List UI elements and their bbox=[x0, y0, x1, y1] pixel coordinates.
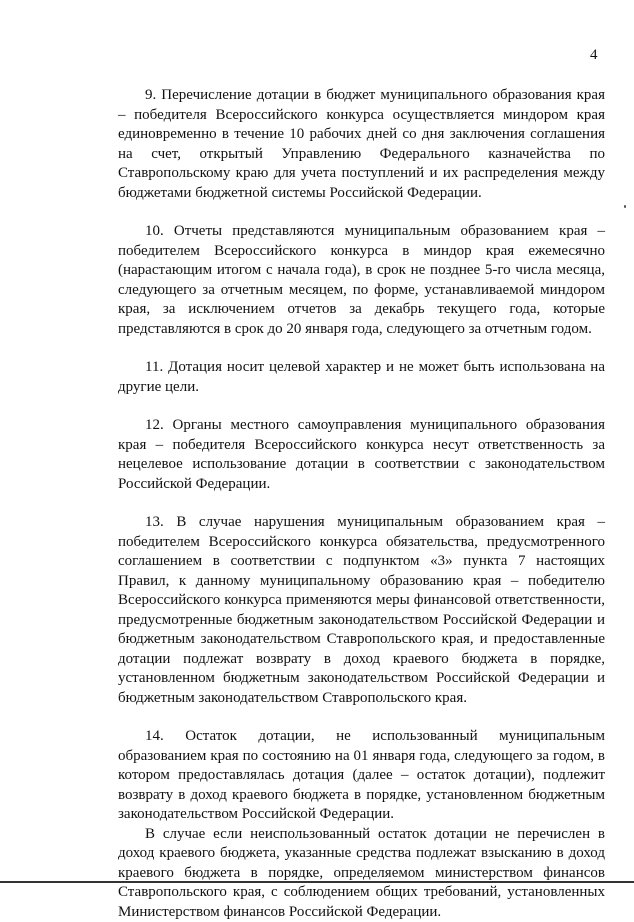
page-number: 4 bbox=[590, 46, 598, 64]
bottom-page-rule bbox=[0, 881, 634, 883]
paragraph-11: 11. Дотация носит целевой характер и не может быть использована на другие цели. bbox=[118, 358, 605, 397]
paragraph-14-continuation: В случае если неиспользованный остаток дотации не перечислен в доход краевого бюджета, указанные средства подлежат взысканию в доход краевого бюджета в порядке, определяемом министерством финансов Ставропольского края, с соблюдением общих требований, установленных Министерством финансов Российской Федерации. bbox=[118, 825, 605, 922]
paragraph-14: 14. Остаток дотации, не использованный муниципальным образованием края по состоянию на 01 января года, следующего за годом, в котором предоставлялась дотация (далее – остаток дотации), подлежит возврату в доход краевого бюджета в порядке, установленном бюджетным законодательством Российской Федерации. bbox=[118, 727, 605, 825]
paragraph-13: 13. В случае нарушения муниципальным образованием края – победителем Всероссийского конкурса обязательства, предусмотренного соглашением в соответствии с подпунктом «3» пункта 7 настоящих Правил, к данному муниципальному образованию края – победителю Всероссийского конкурса применяются меры финансовой ответственности, предусмотренные бюджетным законодательством Российской Федерации и бюджетным законодательством Ставропольского края, и предоставленные дотации подлежат возврату в доход краевого бюджета в порядке, установленном бюджетным законодательством Российской Федерации и бюджетным законодательством Ставропольского края. bbox=[118, 513, 605, 708]
document-body bbox=[118, 86, 605, 922]
paragraph-12: 12. Органы местного самоуправления муниципального образования края – победителя Всероссийского конкурса несут ответственность за нецелевое использование дотации в соответствии с законодательством Российской Федерации. bbox=[118, 416, 605, 494]
paragraph-9: 9. Перечисление дотации в бюджет муниципального образования края – победителя Всероссийского конкурса осуществляется миндором края единовременно в течение 10 рабочих дней со дня заключения соглашения на счет, открытый Управлению Федерального казначейства по Ставропольскому краю для учета поступлений и их распределения между бюджетами бюджетной системы Российской Федерации. bbox=[118, 86, 605, 203]
scan-mark bbox=[624, 205, 626, 208]
paragraph-10: 10. Отчеты представляются муниципальным образованием края – победителем Всероссийского конкурса в миндор края ежемесячно (нарастающим итогом с начала года), в срок не позднее 5-го числа месяца, следующего за отчетным месяцем, по форме, устанавливаемой миндором края, за исключением отчетов за декабрь текущего года, которые представляются в срок до 20 января года, следующего за отчетным годом. bbox=[118, 222, 605, 339]
